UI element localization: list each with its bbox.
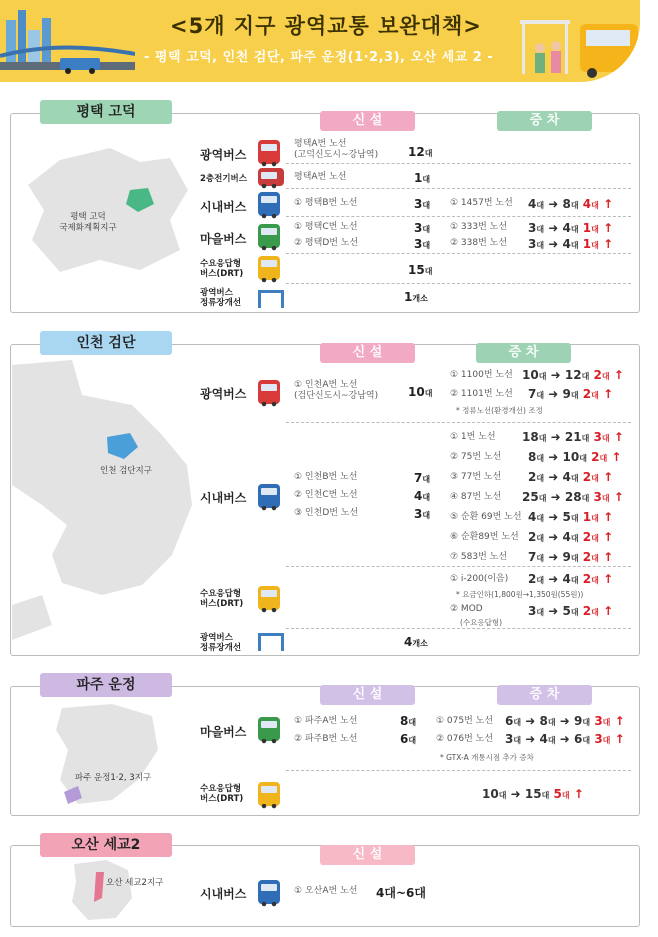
red-bus-icon xyxy=(258,380,280,404)
inc-change: 18대 ➜ 21대 3대 ↑ xyxy=(522,430,624,444)
divider xyxy=(286,628,631,629)
blue-bus-icon xyxy=(258,484,280,508)
green-bus-icon xyxy=(258,717,280,741)
col-new-incheon: 신 설 xyxy=(320,343,415,363)
note: * 요금인하(1,800원→1,350원(55원)) xyxy=(456,590,584,599)
bus-type-drt: 수요응답형 버스(DRT) xyxy=(200,589,244,609)
map-label-pyeongtaek: 평택 고덕 국제화계획지구 xyxy=(59,212,117,233)
inc-route: ① 075번 노선 xyxy=(436,716,494,726)
page-subtitle: - 평택 고덕, 인천 검단, 파주 운정(1·2,3), 오산 세교 2 - xyxy=(144,50,494,65)
route: ① 평택C번 노선 xyxy=(294,222,358,232)
map-pyeongtaek xyxy=(20,140,195,280)
route: ② 인천C번 노선 xyxy=(294,490,358,500)
inc-route: ① 1번 노선 xyxy=(450,432,496,442)
inc-route: ② 75번 노선 xyxy=(450,452,502,462)
inc-route: ② 1101번 노선 xyxy=(450,389,513,399)
inc-change: 10대 ➜ 15대 5대 ↑ xyxy=(482,787,584,801)
badge-paju: 파주 운정 xyxy=(40,673,172,697)
bus-type-gwangyeok: 광역버스 xyxy=(200,148,247,162)
inc-route: ① 1100번 노선 xyxy=(450,370,513,380)
bus-type-city: 시내버스 xyxy=(200,887,247,901)
inc-change: 8대 ➜ 10대 2대 ↑ xyxy=(528,450,622,464)
count: 1대 xyxy=(414,171,431,185)
col-new-paju: 신 설 xyxy=(320,685,415,705)
divider xyxy=(286,163,631,164)
count: 12대 xyxy=(408,145,433,159)
count: 10대 xyxy=(408,385,433,399)
count: 1개소 xyxy=(404,290,428,304)
inc-change: 10대 ➜ 12대 2대 ↑ xyxy=(522,368,624,382)
route: ③ 인천D번 노선 xyxy=(294,508,359,518)
count: 7대 xyxy=(414,471,431,485)
bus-shelter-icon xyxy=(258,633,284,651)
map-incheon xyxy=(12,355,197,645)
inc-route: ③ 77번 노선 xyxy=(450,472,502,482)
count: 3대 xyxy=(414,197,431,211)
page-header xyxy=(0,0,640,82)
divider xyxy=(286,216,631,217)
inc-change: 6대 ➜ 8대 ➜ 9대 3대 ↑ xyxy=(505,714,625,728)
col-inc-paju: 증 차 xyxy=(497,685,592,705)
inc-change: 4대 ➜ 5대 1대 ↑ xyxy=(528,510,614,524)
inc-change: 2대 ➜ 4대 2대 ↑ xyxy=(528,530,614,544)
route: ② 평택D번 노선 xyxy=(294,238,359,248)
bus-type-city: 시내버스 xyxy=(200,491,247,505)
inc-route: ① 333번 노선 xyxy=(450,222,508,232)
double-decker-bus-icon xyxy=(258,168,284,186)
inc-change: 7대 ➜ 9대 2대 ↑ xyxy=(528,550,614,564)
bus-type-stop: 광역버스 정류장개선 xyxy=(200,288,242,308)
count: 3대 xyxy=(414,221,431,235)
bus-type-city: 시내버스 xyxy=(200,200,247,214)
inc-route: ⑦ 583번 노선 xyxy=(450,552,508,562)
divider xyxy=(286,770,631,771)
inc-route: ⑤ 순환 69번 노선 xyxy=(450,512,522,522)
badge-incheon: 인천 검단 xyxy=(40,331,172,355)
note: (수요응답형) xyxy=(460,618,503,627)
col-new-pyeongtaek: 신 설 xyxy=(320,111,415,131)
bus-type-stop: 광역버스 정류장개선 xyxy=(200,633,242,653)
bus-type-drt: 수요응답형 버스(DRT) xyxy=(200,259,244,279)
yellow-bus-icon xyxy=(258,586,280,610)
divider xyxy=(286,253,631,254)
route: ① 평택B번 노선 xyxy=(294,198,358,208)
route: 평택A번 노선 (고덕신도시~강남역) xyxy=(294,139,379,160)
map-label-incheon: 인천 검단지구 xyxy=(100,466,152,476)
count: 8대 xyxy=(400,714,417,728)
green-bus-icon xyxy=(258,224,280,248)
inc-route: ④ 87번 노선 xyxy=(450,492,502,502)
yellow-bus-icon xyxy=(258,782,280,806)
route: ① 인천B번 노선 xyxy=(294,472,358,482)
inc-route: ② MOD xyxy=(450,604,483,614)
yellow-bus-icon xyxy=(258,256,280,280)
map-label-osan: 오산 세교2지구 xyxy=(106,878,164,888)
inc-change: 2대 ➜ 4대 2대 ↑ xyxy=(528,470,614,484)
bus-shelter-icon xyxy=(258,290,284,308)
route: ① 오산A번 노선 xyxy=(294,886,358,896)
count: 15대 xyxy=(408,263,433,277)
inc-change: 7대 ➜ 9대 2대 ↑ xyxy=(528,387,614,401)
inc-route: ① 1457번 노선 xyxy=(450,198,513,208)
col-inc-pyeongtaek: 증 차 xyxy=(497,111,592,131)
page-title: <5개 지구 광역교통 보완대책> xyxy=(170,14,482,38)
badge-pyeongtaek: 평택 고덕 xyxy=(40,100,172,124)
note: * 정류노선(환경개선) 조정 xyxy=(456,406,543,415)
col-inc-incheon: 증 차 xyxy=(476,343,571,363)
divider xyxy=(286,188,631,189)
count: 4개소 xyxy=(404,635,428,649)
count: 3대 xyxy=(414,237,431,251)
route: 평택A번 노선 xyxy=(294,172,347,182)
bus-stop-illustration xyxy=(510,0,640,82)
note: * GTX-A 개통시점 추가 증차 xyxy=(440,753,534,762)
divider xyxy=(286,283,631,284)
inc-change: 3대 ➜ 4대 ➜ 6대 3대 ↑ xyxy=(505,732,625,746)
bus-type-double: 2층전기버스 xyxy=(200,174,247,184)
route: ② 파주B번 노선 xyxy=(294,734,358,744)
bus-type-village: 마을버스 xyxy=(200,232,247,246)
divider xyxy=(286,422,631,423)
count: 4대 xyxy=(414,489,431,503)
badge-osan: 오산 세교2 xyxy=(40,833,172,857)
inc-change: 2대 ➜ 4대 2대 ↑ xyxy=(528,572,614,586)
inc-change: 4대 ➜ 8대 4대 ↑ xyxy=(528,197,614,211)
map-osan xyxy=(66,858,136,924)
map-paju xyxy=(52,700,162,810)
city-skyline-illustration xyxy=(0,0,135,82)
inc-change: 3대 ➜ 4대 1대 ↑ xyxy=(528,221,614,235)
route: ① 인천A번 노선 (검단신도시~강남역) xyxy=(294,380,379,401)
inc-change: 3대 ➜ 4대 1대 ↑ xyxy=(528,237,614,251)
bus-type-gwangyeok: 광역버스 xyxy=(200,387,247,401)
col-new-osan: 신 설 xyxy=(320,845,415,865)
inc-route: ⑥ 순환89번 노선 xyxy=(450,532,519,542)
inc-change: 3대 ➜ 5대 2대 ↑ xyxy=(528,604,614,618)
blue-bus-icon xyxy=(258,192,280,216)
count: 4대~6대 xyxy=(376,886,426,900)
blue-bus-icon xyxy=(258,880,280,904)
red-bus-icon xyxy=(258,140,280,164)
inc-route: ② 338번 노선 xyxy=(450,238,508,248)
count: 6대 xyxy=(400,732,417,746)
bus-type-village: 마을버스 xyxy=(200,725,247,739)
inc-change: 25대 ➜ 28대 3대 ↑ xyxy=(522,490,624,504)
count: 3대 xyxy=(414,507,431,521)
divider xyxy=(286,566,631,567)
inc-route: ① i-200(이음) xyxy=(450,574,509,584)
route: ① 파주A번 노선 xyxy=(294,716,358,726)
map-label-paju: 파주 운정1·2, 3지구 xyxy=(74,773,152,783)
inc-route: ② 076번 노선 xyxy=(436,734,494,744)
bus-type-drt: 수요응답형 버스(DRT) xyxy=(200,784,244,804)
